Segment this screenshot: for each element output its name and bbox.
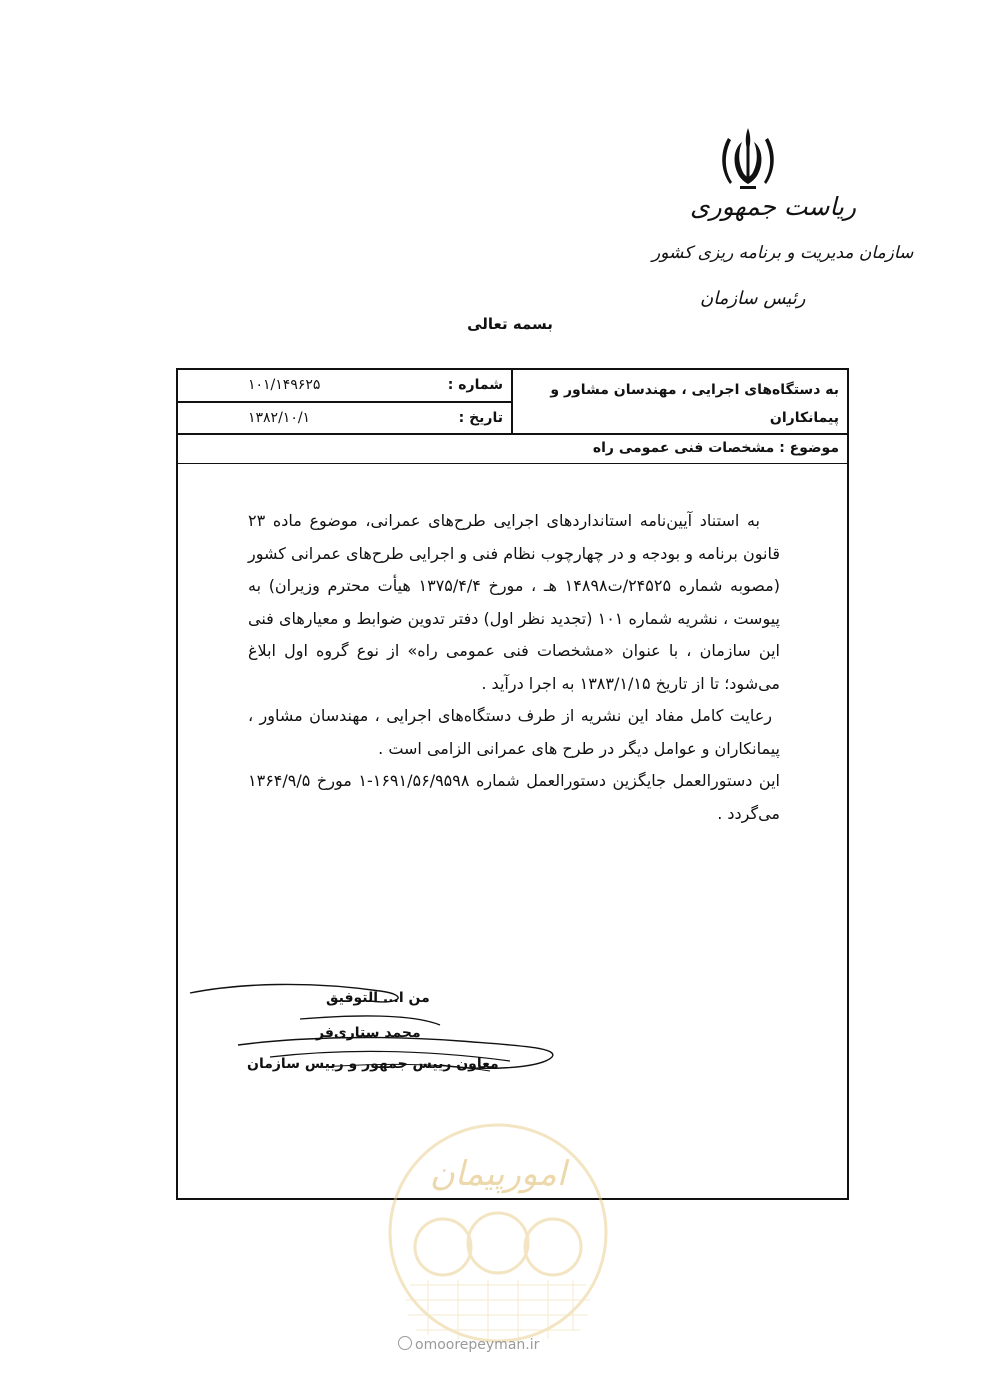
recipients-cell: به دستگاه‌های اجرایی ، مهندسان مشاور و پیمانکاران — [512, 370, 849, 434]
letterhead-presidency: ریاست جمهوری — [690, 192, 857, 221]
body-paragraph: به استناد آیین‌نامه استانداردهای اجرایی طرح‌های عمرانی، موضوع ماده ۲۳ قانون برنامه و بودجه و در چهارچوب نظام فنی و اجرایی طرح‌های عمرانی کشور (مصوبه شماره ۲۴۵۲۵/ت۱۴۸۹۸ هـ ، مورخ ۱۳۷۵/۴/۴ هیأت محترم وزیران) به پیوست ، نشریه شماره ۱۰۱ (تجدید نظر اول) دفتر تدوین ضوابط و معیارهای فنی این سازمان ، با عنوان «مشخصات فنی عمومی راه» از نوع گروه اول ابلاغ می‌شود؛ تا از تاریخ ۱۳۸۳/۱/۱۵ به اجرا درآید . — [248, 511, 780, 693]
number-label: شماره : — [447, 377, 503, 393]
number-value: ۱۰۱/۱۴۹۶۲۵ — [248, 377, 321, 393]
number-cell — [178, 370, 512, 402]
site-url-text: omoorepeyman.ir — [415, 1337, 540, 1353]
date-cell — [178, 402, 512, 434]
body-paragraph: رعایت کامل مفاد این نشریه از طرف دستگاه‌های اجرایی ، مهندسان مشاور ، پیمانکاران و عوامل دیگر در طرح های عمرانی الزامی است . — [248, 706, 780, 758]
watermark-logo — [388, 1115, 608, 1365]
date-value: ۱۳۸۲/۱۰/۱ — [248, 410, 311, 426]
signatory-title: معاون رییس جمهور و رییس سازمان — [247, 1056, 499, 1072]
letterhead-organization: سازمان مدیریت و برنامه ریزی کشور — [652, 243, 914, 263]
iran-emblem-icon — [712, 122, 784, 196]
watermark-logo-text: امورپیمان — [429, 1154, 567, 1194]
subject-line: موضوع : مشخصات فنی عمومی راه — [178, 434, 849, 464]
basmala: بسمه تعالی — [467, 315, 553, 333]
site-url — [398, 1336, 539, 1353]
body-paragraph: این دستورالعمل جایگزین دستورالعمل شماره ۱۶۹۱/۵۶/۹۵۹۸-۱ مورخ ۱۳۶۴/۹/۵ می‌گردد . — [248, 771, 780, 823]
globe-icon — [398, 1336, 412, 1350]
signatory-name: محمد ستاری‌فر — [316, 1025, 421, 1041]
letterhead-head: رئیس سازمان — [700, 288, 806, 309]
signature-closing: من ا... التوفیق — [326, 990, 430, 1006]
date-label: تاریخ : — [458, 410, 503, 426]
letter-body — [248, 505, 780, 830]
